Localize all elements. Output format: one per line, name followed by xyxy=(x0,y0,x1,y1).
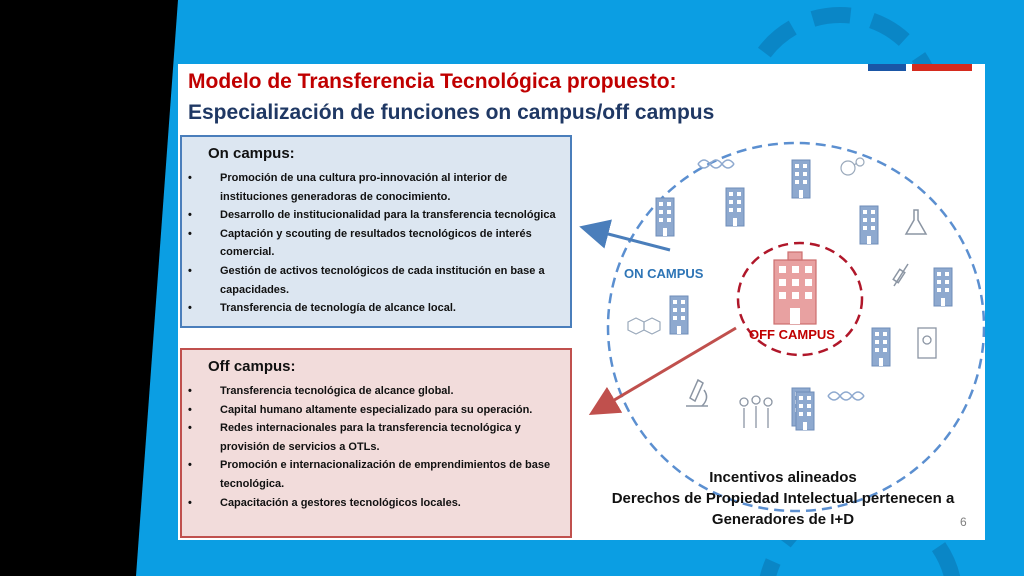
on-campus-heading: On campus: xyxy=(208,145,295,162)
incentives-text xyxy=(588,467,978,530)
incentives-line: Incentivos alineados xyxy=(709,469,857,486)
building-icon xyxy=(726,188,744,226)
people-icon xyxy=(918,328,936,358)
slide xyxy=(178,64,985,540)
central-building-icon xyxy=(774,252,816,324)
off-campus-heading: Off campus: xyxy=(208,358,296,375)
list-item: • Capacitación a gestores tecnológicos locales. xyxy=(182,494,566,513)
lightbulb-icon xyxy=(740,396,772,428)
list-item: • Transferencia de tecnología de alcance local. xyxy=(182,299,566,318)
building-icon xyxy=(656,198,674,236)
list-item: • Promoción de una cultura pro-innovación al interior de instituciones generadoras de conocimiento. xyxy=(182,169,566,206)
slide-title: Modelo de Transferencia Tecnológica propuesto: xyxy=(188,70,677,93)
list-item: • Transferencia tecnológica de alcance global. xyxy=(182,382,566,401)
building-icon xyxy=(860,206,878,244)
on-campus-label: ON CAMPUS xyxy=(624,266,704,281)
off-campus-arrow xyxy=(594,328,736,412)
slide-number: 6 xyxy=(960,515,967,529)
list-item: • Captación y scouting de resultados tecnológicos de interés comercial. xyxy=(182,225,566,262)
incentives-line: Derechos de Propiedad Intelectual pertenecen a xyxy=(611,490,955,507)
incentives-line: Generadores de I+D xyxy=(711,511,855,528)
slide-subtitle: Especialización de funciones on campus/off campus xyxy=(188,101,715,124)
building-icon xyxy=(934,268,952,306)
list-item: • Redes internacionales para la transferencia tecnológica y provisión de servicios a OTLs. xyxy=(182,419,566,456)
list-item: • Gestión de activos tecnológicos de cada institución en base a capacidades. xyxy=(182,262,566,299)
off-campus-label: OFF CAMPUS xyxy=(749,327,835,342)
building-icon xyxy=(792,160,810,198)
building-icon xyxy=(796,392,814,430)
list-item: • Promoción e internacionalización de emprendimientos de base tecnológica. xyxy=(182,456,566,493)
list-item: • Desarrollo de institucionalidad para la transferencia tecnológica xyxy=(182,206,566,225)
syringe-icon xyxy=(893,264,908,286)
microscope-icon xyxy=(686,380,708,406)
list-item: • Capital humano altamente especializado para su operación. xyxy=(182,401,566,420)
molecule-icon xyxy=(628,158,864,334)
building-icon xyxy=(670,296,688,334)
flask-icon xyxy=(906,210,926,234)
building-icon xyxy=(872,328,890,366)
